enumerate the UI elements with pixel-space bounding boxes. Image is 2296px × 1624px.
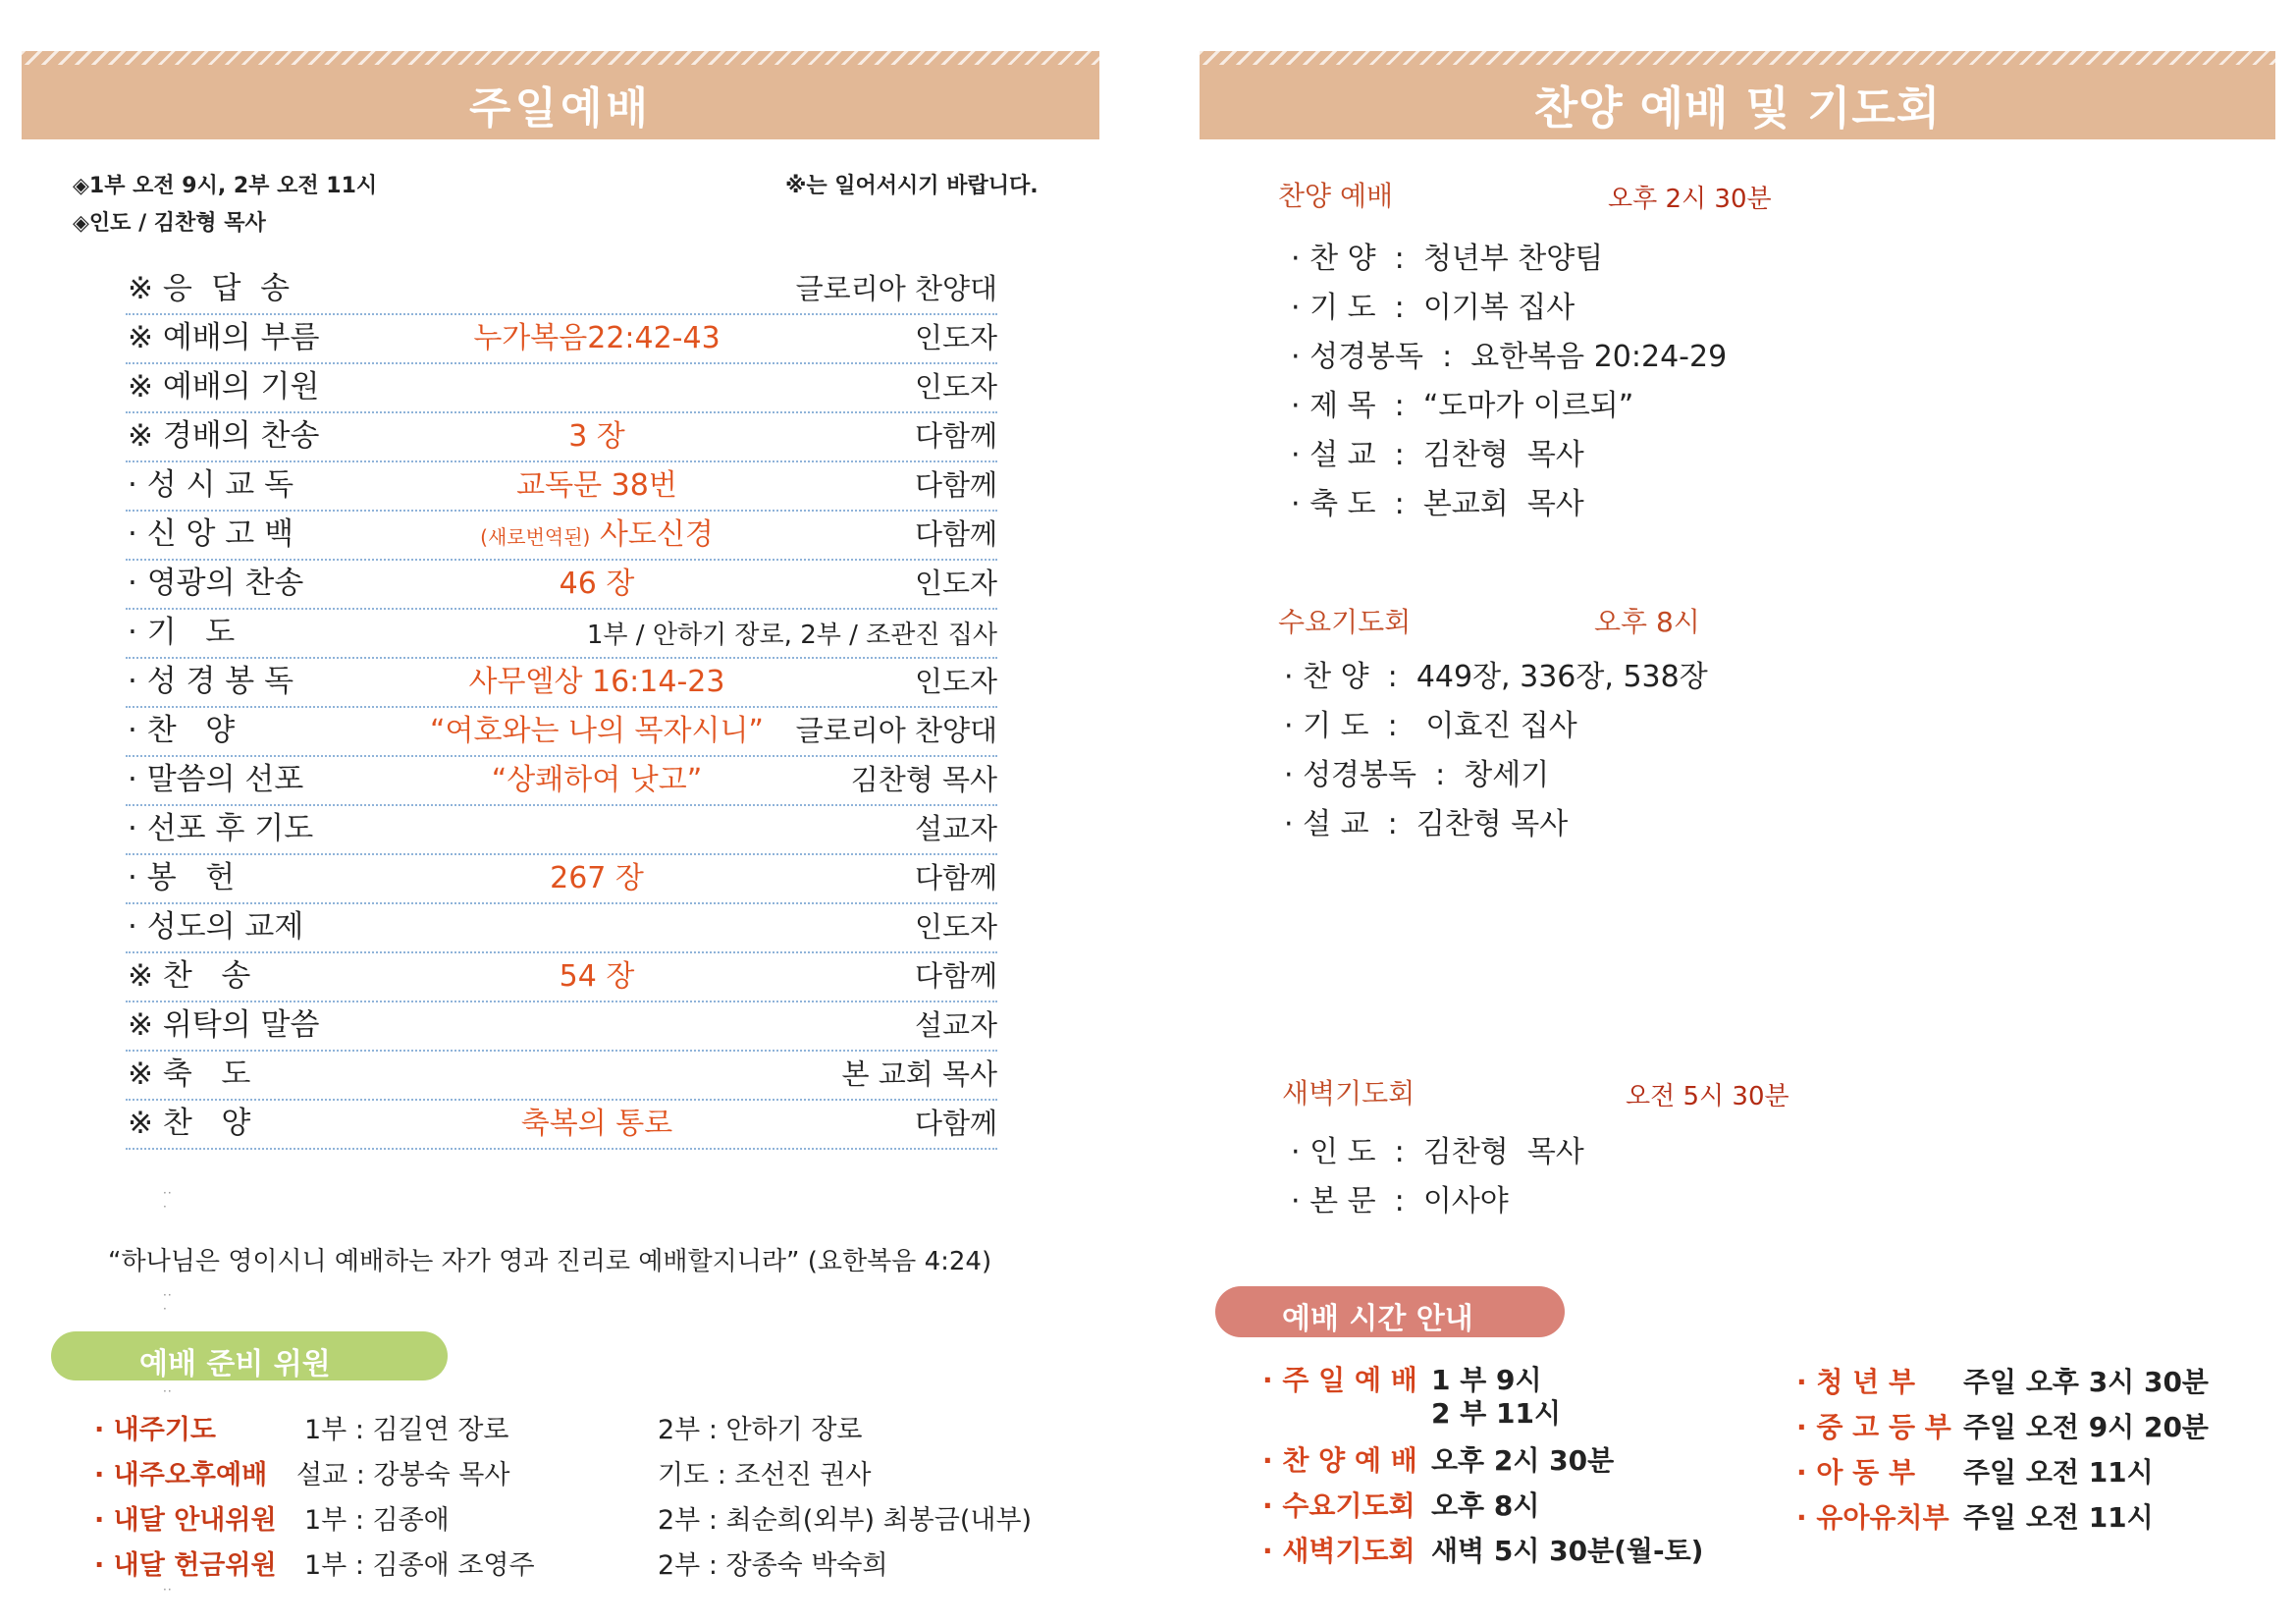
schedule-value: 주일 오전 11시 <box>1963 1501 2154 1534</box>
order-item-detail <box>430 510 764 553</box>
wednesday-heading: 수요기도회 <box>1278 606 1412 638</box>
dawn-item: · 인 도 : 김찬형 목사 <box>1291 1135 1584 1169</box>
schedule-label: · 주 일 예 배 <box>1262 1364 1417 1396</box>
committee-row <box>94 1408 863 1446</box>
committee-second: 2부 : 안하기 장로 <box>658 1415 863 1445</box>
order-item-detail-main: 사도신경 <box>599 517 714 552</box>
order-item-name: · 선포 후 기도 <box>128 811 314 846</box>
order-row <box>126 511 997 561</box>
dawn-item: · 본 문 : 이사야 <box>1291 1184 1509 1218</box>
praise-item: · 성경봉독 : 요한복음 20:24-29 <box>1291 340 1728 374</box>
schedule-label: · 찬 양 예 배 <box>1262 1444 1417 1477</box>
order-item-name: · 영광의 찬송 <box>128 566 304 601</box>
schedule-row <box>1262 1485 1540 1524</box>
schedule-value: 주일 오전 9시 20분 <box>1963 1411 2209 1443</box>
praise-item: · 축 도 : 본교회 목사 <box>1291 487 1584 521</box>
order-row <box>126 461 997 512</box>
schedule-label: · 유아유치부 <box>1796 1501 1949 1534</box>
schedule-value: 주일 오전 11시 <box>1963 1456 2154 1489</box>
wednesday-item: · 기 도 : 이효진 집사 <box>1284 709 1577 743</box>
order-row <box>126 756 997 806</box>
order-item-leader: 1부 / 안하기 장로, 2부 / 조관진 집사 <box>586 621 997 650</box>
praise-item: · 설 교 : 김찬형 목사 <box>1291 438 1584 472</box>
order-row <box>126 265 997 315</box>
right-title-banner <box>1200 51 2275 139</box>
decorative-dots: ·· <box>163 1288 173 1302</box>
service-leader: ◈인도 / 김찬형 목사 <box>73 211 266 236</box>
banner-stripe-pattern <box>1200 51 2275 65</box>
standing-note: ※는 일어서시기 바랍니다. <box>785 174 1039 198</box>
order-item-name: · 성 시 교 독 <box>128 467 294 503</box>
order-row <box>126 412 997 462</box>
order-item-detail: 교독문 38번 <box>516 468 677 503</box>
order-row <box>126 903 997 953</box>
committee-label: · 내주기도 <box>94 1415 216 1445</box>
order-item-leader: 인도자 <box>914 665 997 698</box>
praise-item: · 찬 양 : 청년부 찬양팀 <box>1291 242 1604 276</box>
schedule-label: · 중 고 등 부 <box>1796 1411 1951 1443</box>
decorative-dots: ·· <box>163 1186 173 1200</box>
schedule-row <box>1796 1451 2154 1490</box>
order-item-detail: 축복의 통로 <box>520 1107 673 1141</box>
praise-heading: 찬양 예배 <box>1278 180 1394 212</box>
committee-first: 1부 : 김종애 <box>304 1505 450 1536</box>
schedule-title-pill <box>1215 1286 1565 1337</box>
dawn-time: 오전 5시 30분 <box>1626 1082 1789 1111</box>
committee-second: 2부 : 최순희(외부) 최봉금(내부) <box>658 1505 1033 1536</box>
wednesday-item: · 설 교 : 김찬형 목사 <box>1284 807 1569 841</box>
order-item-name: ※ 경배의 찬송 <box>128 418 320 454</box>
order-item-detail: 46 장 <box>559 567 635 601</box>
schedule-row <box>1796 1406 2209 1445</box>
order-row <box>126 658 997 708</box>
praise-time: 오후 2시 30분 <box>1608 185 1772 214</box>
order-item-name: ※ 예배의 기원 <box>128 369 320 405</box>
order-row <box>126 363 997 413</box>
order-item-leader: 인도자 <box>914 910 997 944</box>
schedule-label: · 청 년 부 <box>1796 1366 1916 1398</box>
banner-stripe-pattern <box>22 51 1099 65</box>
left-page-title: 주일예배 <box>468 83 652 134</box>
dawn-heading: 새벽기도회 <box>1282 1077 1415 1110</box>
order-row <box>126 1100 997 1150</box>
schedule-value: 1 부 9시 <box>1431 1364 1542 1396</box>
committee-label: · 내주오후예배 <box>94 1460 268 1490</box>
order-item-leader: 글로리아 찬양대 <box>795 272 997 305</box>
order-item-leader: 다함께 <box>914 861 997 894</box>
committee-second: 기도 : 조선진 권사 <box>658 1460 872 1490</box>
wednesday-time: 오후 8시 <box>1594 606 1700 638</box>
decorative-dots: · <box>163 1200 168 1214</box>
order-item-leader: 다함께 <box>914 468 997 502</box>
order-item-name: ※ 응 답 송 <box>128 271 291 306</box>
order-item-leader: 본 교회 목사 <box>841 1057 997 1091</box>
committee-first: 1부 : 김종애 조영주 <box>304 1550 535 1581</box>
decorative-dots: · <box>163 1302 168 1316</box>
order-row <box>126 707 997 757</box>
praise-item: · 기 도 : 이기복 집사 <box>1291 291 1575 325</box>
order-row <box>126 805 997 855</box>
right-page-title: 찬양 예배 및 기도회 <box>1533 81 1942 135</box>
wednesday-item: · 성경봉독 : 창세기 <box>1284 758 1550 792</box>
order-row <box>126 854 997 904</box>
order-item-leader: 설교자 <box>914 812 997 845</box>
order-item-leader: 인도자 <box>914 370 997 404</box>
order-item-name: ※ 예배의 부름 <box>128 320 320 355</box>
order-item-detail: 누가복음22:42-43 <box>473 321 721 355</box>
order-item-name: ※ 위탁의 말씀 <box>128 1007 320 1043</box>
order-item-leader: 다함께 <box>914 959 997 993</box>
order-item-name: · 말씀의 선포 <box>128 762 304 797</box>
schedule-row <box>1262 1439 1615 1479</box>
committee-second: 2부 : 장종숙 박숙희 <box>658 1550 888 1581</box>
order-item-name: ※ 축 도 <box>128 1056 251 1092</box>
schedule-value: 오후 8시 <box>1431 1489 1540 1522</box>
schedule-value: 2 부 11시 <box>1431 1397 1562 1430</box>
committee-row <box>94 1543 888 1582</box>
committee-first: 1부 : 김길연 장로 <box>304 1415 509 1445</box>
order-row <box>126 1001 997 1052</box>
schedule-label: · 아 동 부 <box>1796 1456 1916 1489</box>
schedule-value: 주일 오후 3시 30분 <box>1963 1366 2209 1398</box>
wednesday-item: · 찬 양 : 449장, 336장, 538장 <box>1284 660 1708 694</box>
schedule-title: 예배 시간 안내 <box>1282 1302 1473 1336</box>
schedule-row <box>1796 1496 2154 1536</box>
order-item-name: · 성 경 봉 독 <box>128 664 294 699</box>
schedule-value: 새벽 5시 30분(월-토) <box>1431 1535 1704 1567</box>
order-row <box>126 952 997 1002</box>
order-item-name: · 성도의 교제 <box>128 909 304 945</box>
left-title-banner <box>22 51 1099 139</box>
order-item-leader: 다함께 <box>914 1107 997 1140</box>
order-item-leader: 다함께 <box>914 419 997 453</box>
order-row <box>126 1051 997 1101</box>
schedule-row <box>1262 1359 1542 1398</box>
order-item-leader: 인도자 <box>914 567 997 600</box>
bible-verse: “하나님은 영이시니 예배하는 자가 영과 진리로 예배할지니라” (요한복음 4:24) <box>108 1247 992 1276</box>
order-row <box>126 314 997 364</box>
order-item-detail: 267 장 <box>550 861 644 895</box>
order-item-detail: 사무엘상 16:14-23 <box>468 665 725 699</box>
order-item-name: · 신 앙 고 백 <box>128 516 294 552</box>
order-item-leader: 글로리아 찬양대 <box>795 714 997 747</box>
committee-row <box>94 1498 1033 1537</box>
order-item-leader: 다함께 <box>914 517 997 551</box>
order-item-detail: 3 장 <box>568 419 625 454</box>
decorative-dots: ·· <box>163 1583 173 1597</box>
order-item-detail-note: (새로번역된) <box>480 525 591 549</box>
schedule-label: · 새벽기도회 <box>1262 1535 1415 1567</box>
order-row <box>126 560 997 610</box>
schedule-row <box>1262 1530 1704 1569</box>
order-item-name: · 기 도 <box>128 615 236 650</box>
praise-item: · 제 목 : “도마가 이르되” <box>1291 389 1634 423</box>
committee-first: 설교 : 강봉숙 목사 <box>296 1460 510 1490</box>
order-item-leader: 인도자 <box>914 321 997 354</box>
order-item-detail: 54 장 <box>559 959 635 994</box>
decorative-dots: ·· <box>163 1384 173 1398</box>
schedule-value: 오후 2시 30분 <box>1431 1444 1615 1477</box>
order-item-name: ※ 찬 양 <box>128 1106 251 1141</box>
committee-title: 예배 준비 위원 <box>139 1347 331 1381</box>
order-item-name: · 봉 헌 <box>128 860 236 895</box>
schedule-label: · 수요기도회 <box>1262 1489 1415 1522</box>
order-row <box>126 609 997 659</box>
committee-label: · 내달 안내위원 <box>94 1505 277 1536</box>
committee-label: · 내달 헌금위원 <box>94 1550 277 1581</box>
order-item-name: ※ 찬 송 <box>128 958 251 994</box>
order-item-leader: 김찬형 목사 <box>850 763 997 796</box>
service-times: ◈1부 오전 9시, 2부 오전 11시 <box>73 174 378 198</box>
schedule-row <box>1796 1361 2209 1400</box>
order-item-leader: 설교자 <box>914 1008 997 1042</box>
order-item-detail: “여호와는 나의 목자시니” <box>430 714 764 748</box>
committee-title-pill <box>51 1331 448 1380</box>
committee-row <box>94 1453 872 1491</box>
order-item-detail: “상쾌하여 낫고” <box>491 763 703 797</box>
order-item-name: · 찬 양 <box>128 713 236 748</box>
